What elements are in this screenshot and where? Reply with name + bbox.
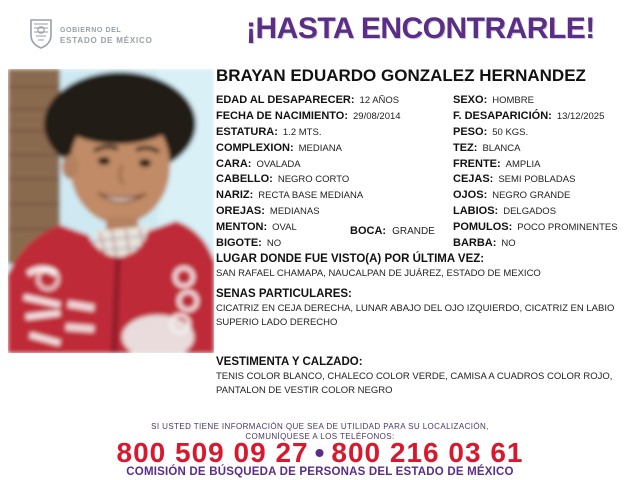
field-orejas — [216, 205, 452, 221]
field-label: LABIOS: — [453, 205, 499, 218]
field-value: MEDIANA — [298, 142, 342, 154]
field-nacimiento — [216, 110, 452, 126]
field-label: MENTON: — [216, 221, 268, 234]
logo-line2: ESTADO DE MÉXICO — [60, 35, 153, 45]
field-value: 13/12/2025 — [556, 110, 605, 122]
field-value: RECTA BASE MEDIANA — [258, 190, 364, 202]
section-last-seen — [216, 253, 638, 281]
field-value: BLANCA — [482, 142, 521, 154]
field-value: NO — [266, 238, 282, 250]
field-label: BIGOTE: — [216, 237, 262, 250]
section-text: TENIS COLOR BLANCO, CHALECO COLOR VERDE, CAMISA A CUADROS COLOR ROJO, PANTALON DE VESTIR COLOR NEGRO — [216, 371, 613, 396]
field-label: SEXO: — [453, 94, 488, 106]
field-label: FECHA DE NACIMIENTO: — [216, 109, 348, 122]
field-boca — [350, 225, 435, 237]
field-desaparicion — [453, 110, 639, 126]
section-clothing — [216, 356, 638, 397]
field-tez — [453, 142, 639, 158]
phone-number-1: 800 509 09 27 — [116, 437, 309, 468]
field-frente — [453, 158, 639, 174]
field-label: CEJAS: — [453, 173, 494, 186]
phone-separator-dot: • — [314, 437, 326, 468]
field-estatura — [216, 126, 452, 142]
field-value: AMPLIA — [505, 158, 541, 170]
section-title: LUGAR DONDE FUE VISTO(A) POR ÚLTIMA VEZ: — [216, 253, 485, 265]
field-value: POCO PROMINENTES — [517, 222, 618, 234]
field-label: BOCA: — [350, 225, 387, 237]
phone-number-2: 800 216 03 61 — [331, 437, 524, 468]
field-nariz — [216, 189, 452, 205]
poster-title: ¡HASTA ENCONTRARLE! — [246, 12, 595, 45]
field-cejas — [453, 173, 639, 189]
field-edad — [216, 94, 452, 110]
field-value: HOMBRE — [492, 95, 534, 106]
field-label: CARA: — [216, 157, 252, 170]
field-value: DELGADOS — [503, 206, 557, 218]
field-sexo — [453, 94, 639, 110]
field-complexion — [216, 142, 452, 158]
field-label: FRENTE: — [453, 157, 501, 170]
logo-text — [60, 27, 153, 46]
field-cabello — [216, 173, 452, 189]
field-label: NARIZ: — [216, 189, 254, 202]
field-label: CABELLO: — [216, 173, 273, 186]
field-value: 50 KGS. — [492, 126, 529, 138]
section-title: SENAS PARTICULARES: — [216, 288, 352, 300]
section-title: VESTIMENTA Y CALZADO: — [216, 356, 363, 368]
logo-line1: GOBIERNO DEL — [60, 27, 122, 35]
details-right-column — [453, 94, 639, 253]
field-value: NEGRO CORTO — [277, 174, 350, 186]
phone-numbers — [0, 437, 640, 469]
field-value: GRANDE — [392, 226, 435, 237]
field-labios — [453, 205, 639, 221]
field-value: MEDIANAS — [269, 206, 320, 218]
field-barba — [453, 237, 639, 253]
section-text: CICATRIZ EN CEJA DERECHA, LUNAR ABAJO DEL OJO IZQUIERDO, CICATRIZ EN LABIO SUPERIO LADO DERECHO — [216, 303, 615, 328]
coat-of-arms-icon — [28, 18, 54, 55]
field-label: OREJAS: — [216, 205, 265, 218]
field-ojos — [453, 189, 639, 205]
field-label: F. DESAPARICIÓN: — [453, 109, 552, 122]
footer-info-line2: COMUNÍQUESE A LOS TELÉFONOS: — [245, 431, 395, 441]
field-label: COMPLEXION: — [216, 141, 294, 154]
field-value: 12 AÑOS — [359, 95, 400, 106]
field-pomulos — [453, 221, 639, 237]
field-value: SEMI POBLADAS — [498, 174, 576, 186]
person-name: BRAYAN EDUARDO GONZALEZ HERNANDEZ — [216, 66, 586, 85]
missing-person-photo — [8, 69, 214, 353]
commission-name: COMISIÓN DE BÚSQUEDA DE PERSONAS DEL ESTADO DE MÉXICO — [126, 466, 514, 478]
field-cara — [216, 158, 452, 174]
field-value: 1.2 MTS. — [282, 126, 322, 138]
field-label: OJOS: — [453, 189, 488, 202]
field-value: OVAL — [272, 222, 297, 234]
field-label: PESO: — [453, 125, 488, 138]
field-label: ESTATURA: — [216, 125, 278, 138]
footer-info-line1: SI USTED TIENE INFORMACIÓN QUE SEA DE UTILIDAD PARA SU LOCALIZACIÓN, — [151, 422, 489, 431]
field-value: NEGRO GRANDE — [492, 190, 571, 202]
field-label: BARBA: — [453, 237, 497, 250]
field-value: NO — [501, 238, 516, 250]
field-value: 29/08/2014 — [353, 110, 401, 122]
section-text: SAN RAFAEL CHAMAPA, NAUCALPAN DE JUÁREZ, ESTADO DE MEXICO — [216, 268, 541, 279]
field-peso — [453, 126, 639, 142]
government-logo — [28, 18, 153, 55]
field-bigote — [216, 237, 452, 253]
section-distinguishing-marks — [216, 288, 638, 329]
field-label: TEZ: — [453, 141, 478, 154]
field-label: EDAD AL DESAPARECER: — [216, 94, 355, 106]
field-label: POMULOS: — [453, 221, 513, 234]
field-value: OVALADA — [256, 158, 301, 170]
